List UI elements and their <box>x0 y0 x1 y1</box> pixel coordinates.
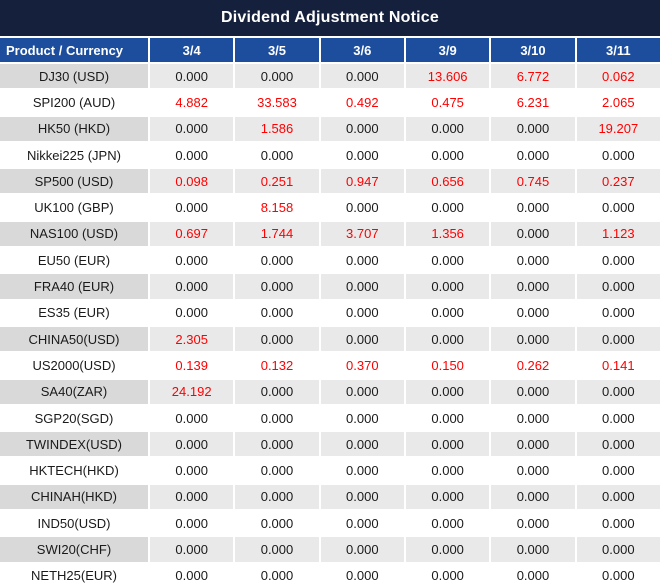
value-cell: 0.000 <box>575 141 660 167</box>
value-cell: 0.000 <box>148 404 233 430</box>
value-cell: 0.000 <box>575 535 660 561</box>
page-title: Dividend Adjustment Notice <box>221 9 439 26</box>
value-cell: 0.000 <box>489 299 574 325</box>
date-header-3: 3/9 <box>404 38 489 62</box>
value-cell: 0.000 <box>404 325 489 351</box>
table-row <box>0 193 660 219</box>
product-cell: TWINDEX(USD) <box>0 430 148 456</box>
table-row <box>0 299 660 325</box>
value-cell: 0.000 <box>489 509 574 535</box>
value-cell: 0.000 <box>575 246 660 272</box>
value-cell: 0.000 <box>319 404 404 430</box>
product-cell: HK50 (HKD) <box>0 115 148 141</box>
product-cell: CHINA50(USD) <box>0 325 148 351</box>
product-cell: NETH25(EUR) <box>0 562 148 587</box>
value-cell: 24.192 <box>148 378 233 404</box>
value-cell: 0.370 <box>319 351 404 377</box>
value-cell: 0.000 <box>233 378 318 404</box>
header-row <box>0 38 660 62</box>
value-cell: 0.000 <box>404 193 489 219</box>
table-row <box>0 272 660 298</box>
value-cell: 0.000 <box>319 430 404 456</box>
value-cell: 0.000 <box>233 325 318 351</box>
value-cell: 0.000 <box>575 456 660 482</box>
table-row <box>0 246 660 272</box>
product-cell: IND50(USD) <box>0 509 148 535</box>
value-cell: 0.000 <box>233 535 318 561</box>
value-cell: 0.492 <box>319 88 404 114</box>
table-row <box>0 378 660 404</box>
table-row <box>0 509 660 535</box>
value-cell: 0.000 <box>233 246 318 272</box>
value-cell: 2.065 <box>575 88 660 114</box>
table-row <box>0 535 660 561</box>
value-cell: 0.000 <box>404 430 489 456</box>
value-cell: 0.000 <box>148 141 233 167</box>
value-cell: 0.000 <box>404 246 489 272</box>
table-row <box>0 562 660 587</box>
date-header-0: 3/4 <box>148 38 233 62</box>
table-row <box>0 430 660 456</box>
date-header-1: 3/5 <box>233 38 318 62</box>
value-cell: 0.000 <box>319 509 404 535</box>
value-cell: 0.000 <box>575 378 660 404</box>
value-cell: 0.000 <box>575 483 660 509</box>
date-header-2: 3/6 <box>319 38 404 62</box>
product-currency-header: Product / Currency <box>0 38 148 62</box>
value-cell: 0.150 <box>404 351 489 377</box>
value-cell: 0.000 <box>319 325 404 351</box>
value-cell: 0.000 <box>233 141 318 167</box>
value-cell: 0.000 <box>489 483 574 509</box>
value-cell: 0.000 <box>233 509 318 535</box>
value-cell: 8.158 <box>233 193 318 219</box>
value-cell: 0.000 <box>148 115 233 141</box>
value-cell: 0.000 <box>489 193 574 219</box>
value-cell: 0.745 <box>489 167 574 193</box>
value-cell: 0.141 <box>575 351 660 377</box>
value-cell: 0.062 <box>575 62 660 88</box>
value-cell: 0.000 <box>148 193 233 219</box>
product-cell: SPI200 (AUD) <box>0 88 148 114</box>
table-row <box>0 351 660 377</box>
value-cell: 0.000 <box>404 115 489 141</box>
value-cell: 0.000 <box>319 141 404 167</box>
value-cell: 0.000 <box>319 299 404 325</box>
value-cell: 0.000 <box>404 404 489 430</box>
date-header-4: 3/10 <box>489 38 574 62</box>
value-cell: 0.132 <box>233 351 318 377</box>
table-row <box>0 483 660 509</box>
value-cell: 1.744 <box>233 220 318 246</box>
product-cell: HKTECH(HKD) <box>0 456 148 482</box>
product-cell: UK100 (GBP) <box>0 193 148 219</box>
value-cell: 0.000 <box>575 430 660 456</box>
value-cell: 0.697 <box>148 220 233 246</box>
value-cell: 0.000 <box>233 404 318 430</box>
table-row <box>0 88 660 114</box>
value-cell: 6.772 <box>489 62 574 88</box>
value-cell: 0.000 <box>489 220 574 246</box>
table-row <box>0 141 660 167</box>
value-cell: 0.262 <box>489 351 574 377</box>
value-cell: 0.000 <box>233 456 318 482</box>
value-cell: 0.000 <box>319 272 404 298</box>
value-cell: 3.707 <box>319 220 404 246</box>
value-cell: 0.000 <box>148 430 233 456</box>
product-cell: SGP20(SGD) <box>0 404 148 430</box>
value-cell: 0.000 <box>575 193 660 219</box>
value-cell: 0.000 <box>489 535 574 561</box>
value-cell: 0.000 <box>148 535 233 561</box>
value-cell: 0.000 <box>233 483 318 509</box>
value-cell: 13.606 <box>404 62 489 88</box>
value-cell: 0.000 <box>319 456 404 482</box>
value-cell: 0.000 <box>148 456 233 482</box>
value-cell: 0.000 <box>319 535 404 561</box>
value-cell: 0.139 <box>148 351 233 377</box>
product-cell: SA40(ZAR) <box>0 378 148 404</box>
value-cell: 0.000 <box>489 141 574 167</box>
value-cell: 0.000 <box>233 430 318 456</box>
value-cell: 0.000 <box>575 562 660 587</box>
value-cell: 0.000 <box>404 535 489 561</box>
value-cell: 0.000 <box>575 272 660 298</box>
value-cell: 0.000 <box>489 430 574 456</box>
value-cell: 0.000 <box>489 456 574 482</box>
product-cell: SP500 (USD) <box>0 167 148 193</box>
value-cell: 0.000 <box>404 509 489 535</box>
value-cell: 0.000 <box>319 62 404 88</box>
value-cell: 0.000 <box>233 272 318 298</box>
value-cell: 0.000 <box>404 562 489 587</box>
value-cell: 0.000 <box>148 246 233 272</box>
dividend-table <box>0 38 660 587</box>
value-cell: 0.251 <box>233 167 318 193</box>
table-body <box>0 62 660 587</box>
value-cell: 0.000 <box>489 404 574 430</box>
table-row <box>0 167 660 193</box>
value-cell: 4.882 <box>148 88 233 114</box>
table-row <box>0 404 660 430</box>
value-cell: 0.475 <box>404 88 489 114</box>
date-header-5: 3/11 <box>575 38 660 62</box>
value-cell: 0.000 <box>148 62 233 88</box>
value-cell: 0.000 <box>148 299 233 325</box>
product-cell: FRA40 (EUR) <box>0 272 148 298</box>
value-cell: 0.000 <box>489 246 574 272</box>
value-cell: 0.000 <box>148 272 233 298</box>
value-cell: 0.000 <box>489 115 574 141</box>
value-cell: 2.305 <box>148 325 233 351</box>
value-cell: 0.000 <box>575 299 660 325</box>
value-cell: 33.583 <box>233 88 318 114</box>
value-cell: 0.000 <box>319 483 404 509</box>
value-cell: 0.000 <box>489 325 574 351</box>
value-cell: 0.000 <box>233 62 318 88</box>
product-cell: EU50 (EUR) <box>0 246 148 272</box>
value-cell: 1.586 <box>233 115 318 141</box>
product-cell: SWI20(CHF) <box>0 535 148 561</box>
value-cell: 0.000 <box>319 115 404 141</box>
value-cell: 0.000 <box>233 562 318 587</box>
title-bar <box>0 0 660 36</box>
value-cell: 0.000 <box>319 562 404 587</box>
value-cell: 0.000 <box>319 246 404 272</box>
value-cell: 0.000 <box>489 272 574 298</box>
value-cell: 0.098 <box>148 167 233 193</box>
product-cell: NAS100 (USD) <box>0 220 148 246</box>
value-cell: 0.000 <box>575 509 660 535</box>
product-cell: ES35 (EUR) <box>0 299 148 325</box>
table-row <box>0 220 660 246</box>
table-row <box>0 325 660 351</box>
table-row <box>0 62 660 88</box>
value-cell: 0.947 <box>319 167 404 193</box>
value-cell: 0.000 <box>404 483 489 509</box>
product-cell: Nikkei225 (JPN) <box>0 141 148 167</box>
value-cell: 0.000 <box>404 456 489 482</box>
value-cell: 1.123 <box>575 220 660 246</box>
value-cell: 0.000 <box>319 193 404 219</box>
value-cell: 0.237 <box>575 167 660 193</box>
value-cell: 0.000 <box>404 272 489 298</box>
value-cell: 19.207 <box>575 115 660 141</box>
value-cell: 0.000 <box>575 325 660 351</box>
value-cell: 0.000 <box>575 404 660 430</box>
table-row <box>0 115 660 141</box>
value-cell: 0.000 <box>319 378 404 404</box>
value-cell: 0.000 <box>404 141 489 167</box>
table-row <box>0 456 660 482</box>
product-cell: CHINAH(HKD) <box>0 483 148 509</box>
value-cell: 0.000 <box>148 483 233 509</box>
value-cell: 0.000 <box>404 378 489 404</box>
value-cell: 1.356 <box>404 220 489 246</box>
value-cell: 6.231 <box>489 88 574 114</box>
value-cell: 0.000 <box>489 378 574 404</box>
value-cell: 0.656 <box>404 167 489 193</box>
product-cell: DJ30 (USD) <box>0 62 148 88</box>
value-cell: 0.000 <box>148 509 233 535</box>
value-cell: 0.000 <box>233 299 318 325</box>
value-cell: 0.000 <box>404 299 489 325</box>
value-cell: 0.000 <box>148 562 233 587</box>
value-cell: 0.000 <box>489 562 574 587</box>
product-cell: US2000(USD) <box>0 351 148 377</box>
